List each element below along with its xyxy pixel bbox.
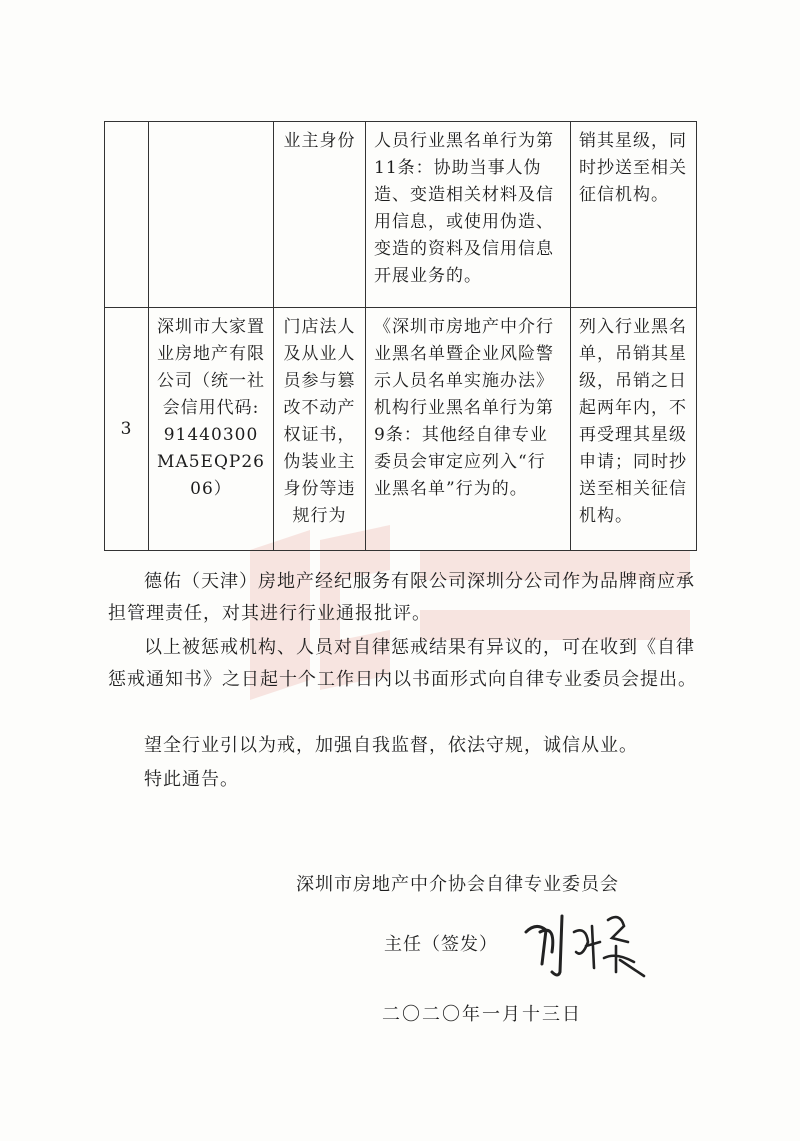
table-row <box>105 122 697 308</box>
issuing-organization: 深圳市房地产中介协会自律专业委员会 <box>296 874 619 895</box>
cell-behavior: 业主身份 <box>274 122 366 308</box>
cell-number <box>105 122 149 308</box>
director-signoff-label: 主任（签发） <box>384 934 498 955</box>
cell-behavior: 门店法人及从业人员参与篡改不动产权证书，伪装业主身份等违规行为 <box>274 308 366 551</box>
cell-organization <box>149 122 274 308</box>
cell-organization: 深圳市大家置业房地产有限公司（统一社会信用代码:91440300MA5EQP2606） <box>149 308 274 551</box>
table-row <box>105 308 697 551</box>
cell-penalty: 列入行业黑名单，吊销其星级，吊销之日起两年内，不再受理其星级申请；同时抄送至相关征信机构。 <box>571 308 697 551</box>
cell-number: 3 <box>105 308 149 551</box>
cell-basis: 《深圳市房地产中介行业黑名单暨企业风险警示人员名单实施办法》机构行业黑名单行为第9条：其他经自律专业委员会审定应列入“行业黑名单”行为的。 <box>366 308 571 551</box>
discipline-table <box>104 121 697 551</box>
paragraph-closing: 特此通告。 <box>144 769 239 790</box>
paragraph-brand-responsibility: 德佑（天津）房地产经纪服务有限公司深圳分公司作为品牌商应承担管理责任，对其进行行业通报批评。 <box>108 571 695 624</box>
issue-date: 二〇二〇年一月十三日 <box>382 1004 582 1025</box>
paragraph-warning: 望全行业引以为戒，加强自我监督，依法守规，诚信从业。 <box>144 735 638 756</box>
paragraph-objection: 以上被惩戒机构、人员对自律惩戒结果有异议的，可在收到《自律惩戒通知书》之日起十个工作日内以书面形式向自律专业委员会提出。 <box>108 637 697 690</box>
handwritten-signature-icon <box>516 902 656 982</box>
cell-basis: 人员行业黑名单行为第11条：协助当事人伪造、变造相关材料及信用信息，或使用伪造、变造的资料及信用信息开展业务的。 <box>366 122 571 308</box>
cell-penalty: 销其星级，同时抄送至相关征信机构。 <box>571 122 697 308</box>
